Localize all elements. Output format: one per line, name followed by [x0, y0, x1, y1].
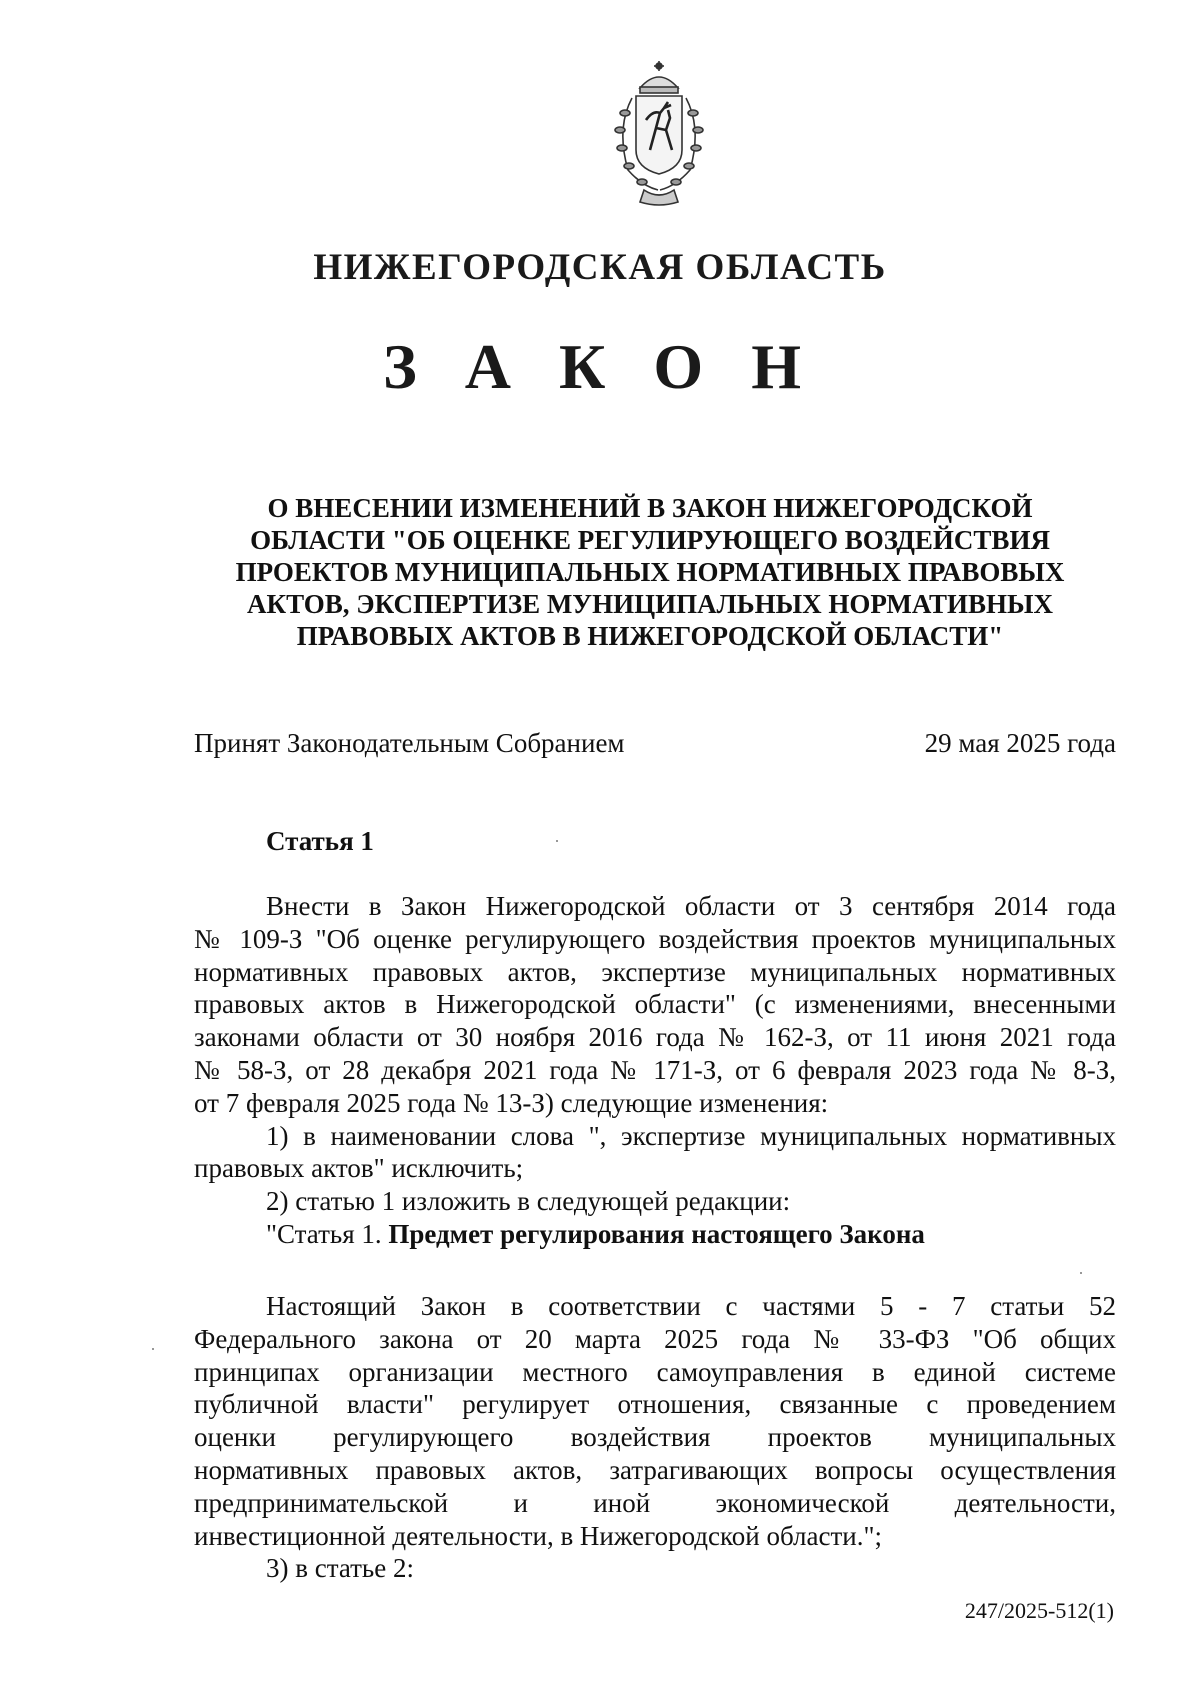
paragraph-line: Внести в Закон Нижегородской области от 3 сентября 2014 года: [266, 891, 1116, 921]
item-3: 3) в статье 2:: [266, 1553, 414, 1584]
article-1-heading: Статья 1: [266, 826, 374, 856]
paragraph-line: инвестиционной деятельности, в Нижегородской области.";: [194, 1520, 882, 1551]
paragraph-line: законами области от 30 ноября 2016 года № 162-З, от 11 июня 2021 года: [194, 1022, 1116, 1053]
item-1-line: 1) в наименовании слова ", экспертизе муниципальных нормативных: [266, 1120, 1116, 1151]
law-title-line: ПРОЕКТОВ МУНИЦИПАЛЬНЫХ НОРМАТИВНЫХ ПРАВОВЫХ: [235, 557, 1065, 587]
law-title-line: О ВНЕСЕНИИ ИЗМЕНЕНИЙ В ЗАКОН НИЖЕГОРОДСКОЙ: [267, 493, 1033, 523]
document-type: З А К О Н: [383, 331, 817, 402]
article-1-intro: [194, 890, 1116, 1251]
paragraph-line: Настоящий Закон в соответствии с частями 5 - 7 статьи 52: [266, 1291, 1116, 1321]
law-title-line: АКТОВ, ЭКСПЕРТИЗЕ МУНИЦИПАЛЬНЫХ НОРМАТИВНЫХ: [247, 589, 1053, 619]
document-number: 247/2025-512(1): [964, 1598, 1114, 1623]
item-2: 2) статью 1 изложить в следующей редакции:: [266, 1186, 791, 1217]
adoption-date: 29 мая 2025 года: [924, 728, 1116, 758]
law-title-line: ОБЛАСТИ "ОБ ОЦЕНКЕ РЕГУЛИРУЮЩЕГО ВОЗДЕЙСТВИЯ: [250, 525, 1050, 555]
law-title-line: ПРАВОВЫХ АКТОВ В НИЖЕГОРОДСКОЙ ОБЛАСТИ": [296, 621, 1004, 651]
paragraph-line: нормативных правовых актов, экспертизе муниципальных нормативных: [194, 956, 1116, 987]
nizhny-novgorod-coat-of-arms-icon: [598, 58, 720, 208]
paragraph-line: № 58-З, от 28 декабря 2021 года № 171-З, от 6 февраля 2023 года № 8-З,: [194, 1054, 1116, 1085]
law-title: [210, 492, 1090, 652]
quoted-article-heading: [194, 1218, 1116, 1251]
paragraph-line: нормативных правовых актов, затрагивающих вопросы осуществления: [194, 1454, 1116, 1485]
scan-speck: [152, 1348, 154, 1350]
paragraph-line: Федерального закона от 20 марта 2025 года № 33-ФЗ "Об общих: [194, 1323, 1116, 1354]
paragraph-line: предпринимательской и иной экономической деятельности,: [194, 1487, 1116, 1518]
quoted-article-prefix: "Статья 1.: [266, 1218, 389, 1249]
paragraph-line: публичной власти" регулирует отношения, связанные с проведением: [194, 1389, 1116, 1420]
quoted-article-text: [194, 1290, 1116, 1585]
item-1-line: правовых актов" исключить;: [194, 1153, 524, 1184]
paragraph-line: № 109-З "Об оценке регулирующего воздействия проектов муниципальных: [194, 923, 1116, 954]
region-heading: НИЖЕГОРОДСКАЯ ОБЛАСТЬ: [313, 247, 887, 288]
quoted-article-title: Предмет регулирования настоящего Закона: [388, 1218, 925, 1249]
adoption-label: Принят Законодательным Собранием: [194, 728, 625, 758]
paragraph-line: от 7 февраля 2025 года № 13-З) следующие изменения:: [194, 1087, 829, 1118]
paragraph-line: оценки регулирующего воздействия проектов муниципальных: [194, 1422, 1116, 1453]
paragraph-line: принципах организации местного самоуправления в единой системе: [194, 1356, 1116, 1387]
scan-speck: [556, 840, 558, 842]
scan-speck: [1080, 1272, 1082, 1274]
paragraph-line: правовых актов в Нижегородской области" (с изменениями, внесенными: [194, 989, 1116, 1020]
